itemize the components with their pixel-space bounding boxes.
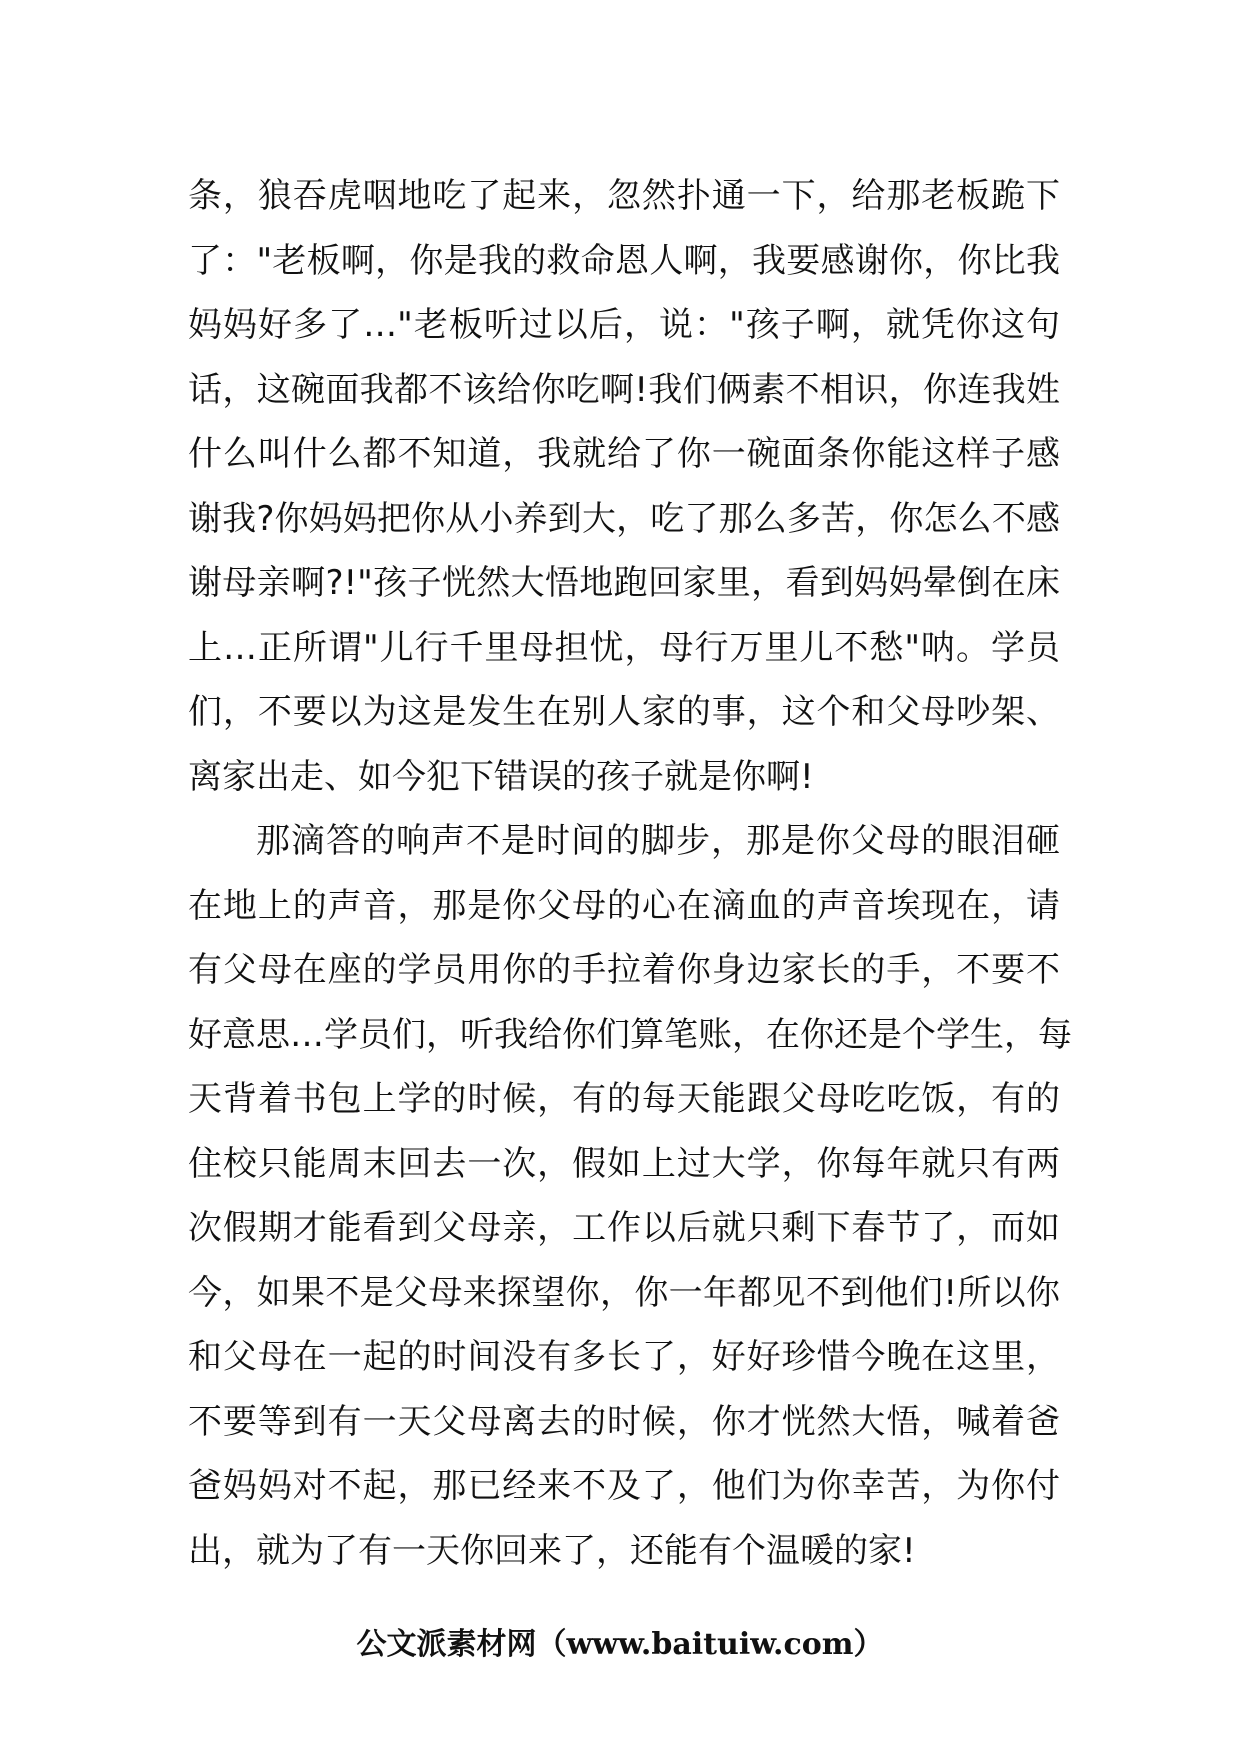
text-line: 什么叫什么都不知道，我就给了你一碗面条你能这样子感 xyxy=(188,434,1060,474)
text-line: 谢母亲啊?!"孩子恍然大悟地跑回家里，看到妈妈晕倒在床 xyxy=(188,563,1060,603)
text-line: 离家出走、如今犯下错误的孩子就是你啊! xyxy=(188,756,814,797)
text-line: 们，不要以为这是发生在别人家的事，这个和父母吵架、 xyxy=(188,692,1060,732)
text-line: 妈妈好多了…"老板听过以后，说："孩子啊，就凭你这句 xyxy=(188,305,1060,345)
text-line: 好意思…学员们，听我给你们算笔账，在你还是个学生，每 xyxy=(188,1014,1072,1055)
text-line: 天背着书包上学的时候，有的每天能跟父母吃吃饭，有的 xyxy=(188,1079,1060,1119)
text-line: 那滴答的响声不是时间的脚步，那是你父母的眼泪砸 xyxy=(256,821,1060,861)
text-line: 今，如果不是父母来探望你，你一年都见不到他们!所以你 xyxy=(188,1272,1060,1313)
text-line: 爸妈妈对不起，那已经来不及了，他们为你幸苦，为你付 xyxy=(188,1466,1060,1506)
text-line: 谢我?你妈妈把你从小养到大，吃了那么多苦，你怎么不感 xyxy=(188,498,1060,539)
text-line: 上…正所谓"儿行千里母担忧，母行万里儿不愁"呐。学员 xyxy=(188,627,1060,668)
text-line: 不要等到有一天父母离去的时候，你才恍然大悟，喊着爸 xyxy=(188,1401,1060,1442)
paragraph-2 xyxy=(188,809,1072,1583)
text-line: 和父母在一起的时间没有多长了，好好珍惜今晚在这里， xyxy=(188,1337,1060,1377)
text-line: 有父母在座的学员用你的手拉着你身边家长的手，不要不 xyxy=(188,950,1060,990)
text-line: 话，这碗面我都不该给你吃啊!我们俩素不相识，你连我姓 xyxy=(188,369,1060,410)
text-line: 住校只能周末回去一次，假如上过大学，你每年就只有两 xyxy=(188,1143,1060,1184)
text-line: 条，狼吞虎咽地吃了起来，忽然扑通一下，给那老板跪下 xyxy=(188,176,1060,216)
document-body xyxy=(188,164,1072,1583)
text-line: 在地上的声音，那是你父母的心在滴血的声音埃现在，请 xyxy=(188,885,1060,926)
text-line: 了："老板啊，你是我的救命恩人啊，我要感谢你，你比我 xyxy=(188,240,1060,281)
paragraph-1 xyxy=(188,164,1060,809)
text-line: 次假期才能看到父母亲，工作以后就只剩下春节了，而如 xyxy=(188,1208,1060,1248)
footer-watermark: 公文派素材网（www.baituiw.com） xyxy=(356,1627,884,1662)
text-line: 出，就为了有一天你回来了，还能有个温暖的家! xyxy=(188,1530,916,1571)
